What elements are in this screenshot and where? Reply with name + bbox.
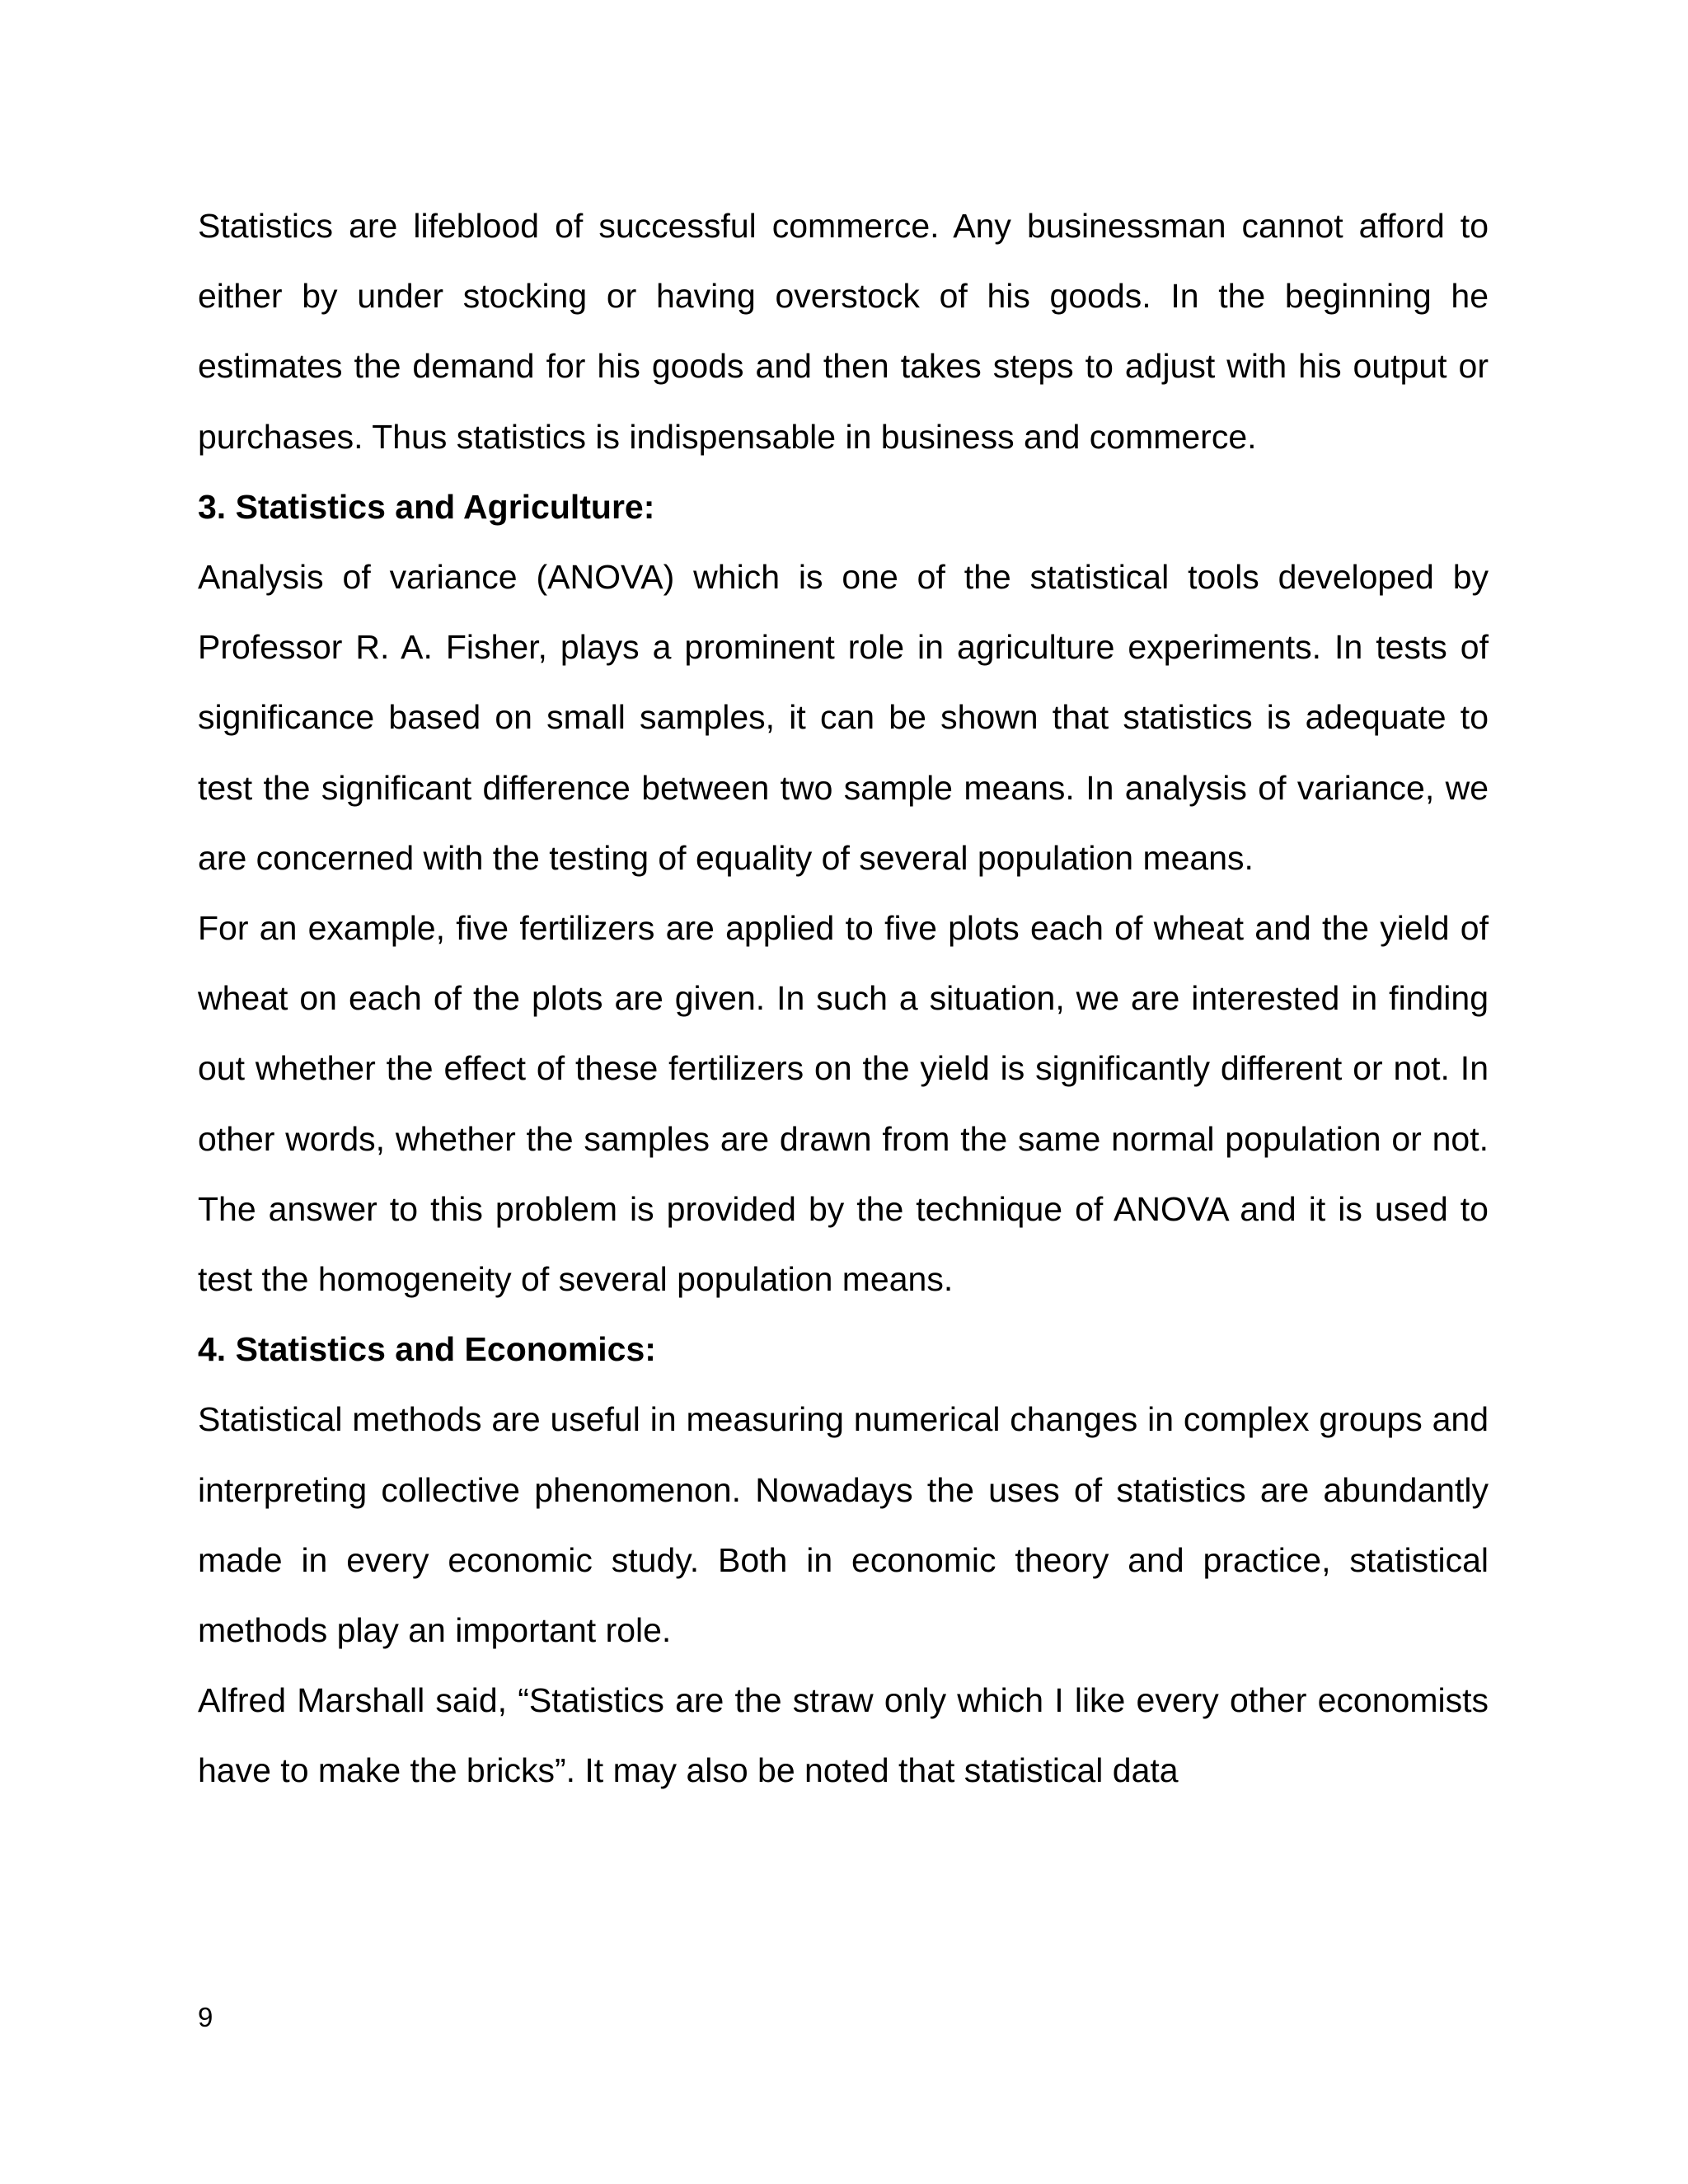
page-number: 9 [198, 2002, 213, 2032]
paragraph-marshall-quote: Alfred Marshall said, “Statistics are the straw only which I like every other economists have to make the bricks”. It may also be noted that statistical data [198, 1681, 1489, 1790]
paragraph-economics: Statistical methods are useful in measuring numerical changes in complex groups and interpreting collective phenomenon. Nowadays the uses of statistics are abundantly made in every economic study. Both in economic theory and practice, statistical methods play an important role. [198, 1400, 1489, 1650]
page-body [198, 191, 1489, 1807]
paragraph-commerce: Statistics are lifeblood of successful commerce. Any businessman cannot afford to either by under stocking or having overstock of his goods. In the beginning he estimates the demand for his goods and then takes steps to adjust with his output or purchases. Thus statistics is indispensable in business and commerce. [198, 207, 1489, 456]
section-heading-agriculture: 3. Statistics and Agriculture: [198, 487, 655, 526]
paragraph-anova: Analysis of variance (ANOVA) which is one of the statistical tools developed by Professor R. A. Fisher, plays a prominent role in agriculture experiments. In tests of significance based on small samples, it can be shown that statistics is adequate to test the significant difference between two sample means. In analysis of variance, we are concerned with the testing of equality of several population means. [198, 558, 1489, 877]
section-heading-economics: 4. Statistics and Economics: [198, 1330, 656, 1369]
paragraph-fertilizer-example: For an example, five fertilizers are applied to five plots each of wheat and the yield of wheat on each of the plots are given. In such a situation, we are interested in finding out whether the effect of these fertilizers on the yield is significantly different or not. In other words, whether the samples are drawn from the same normal population or not. The answer to this problem is provided by the technique of ANOVA and it is used to test the homogeneity of several population means. [198, 909, 1489, 1299]
